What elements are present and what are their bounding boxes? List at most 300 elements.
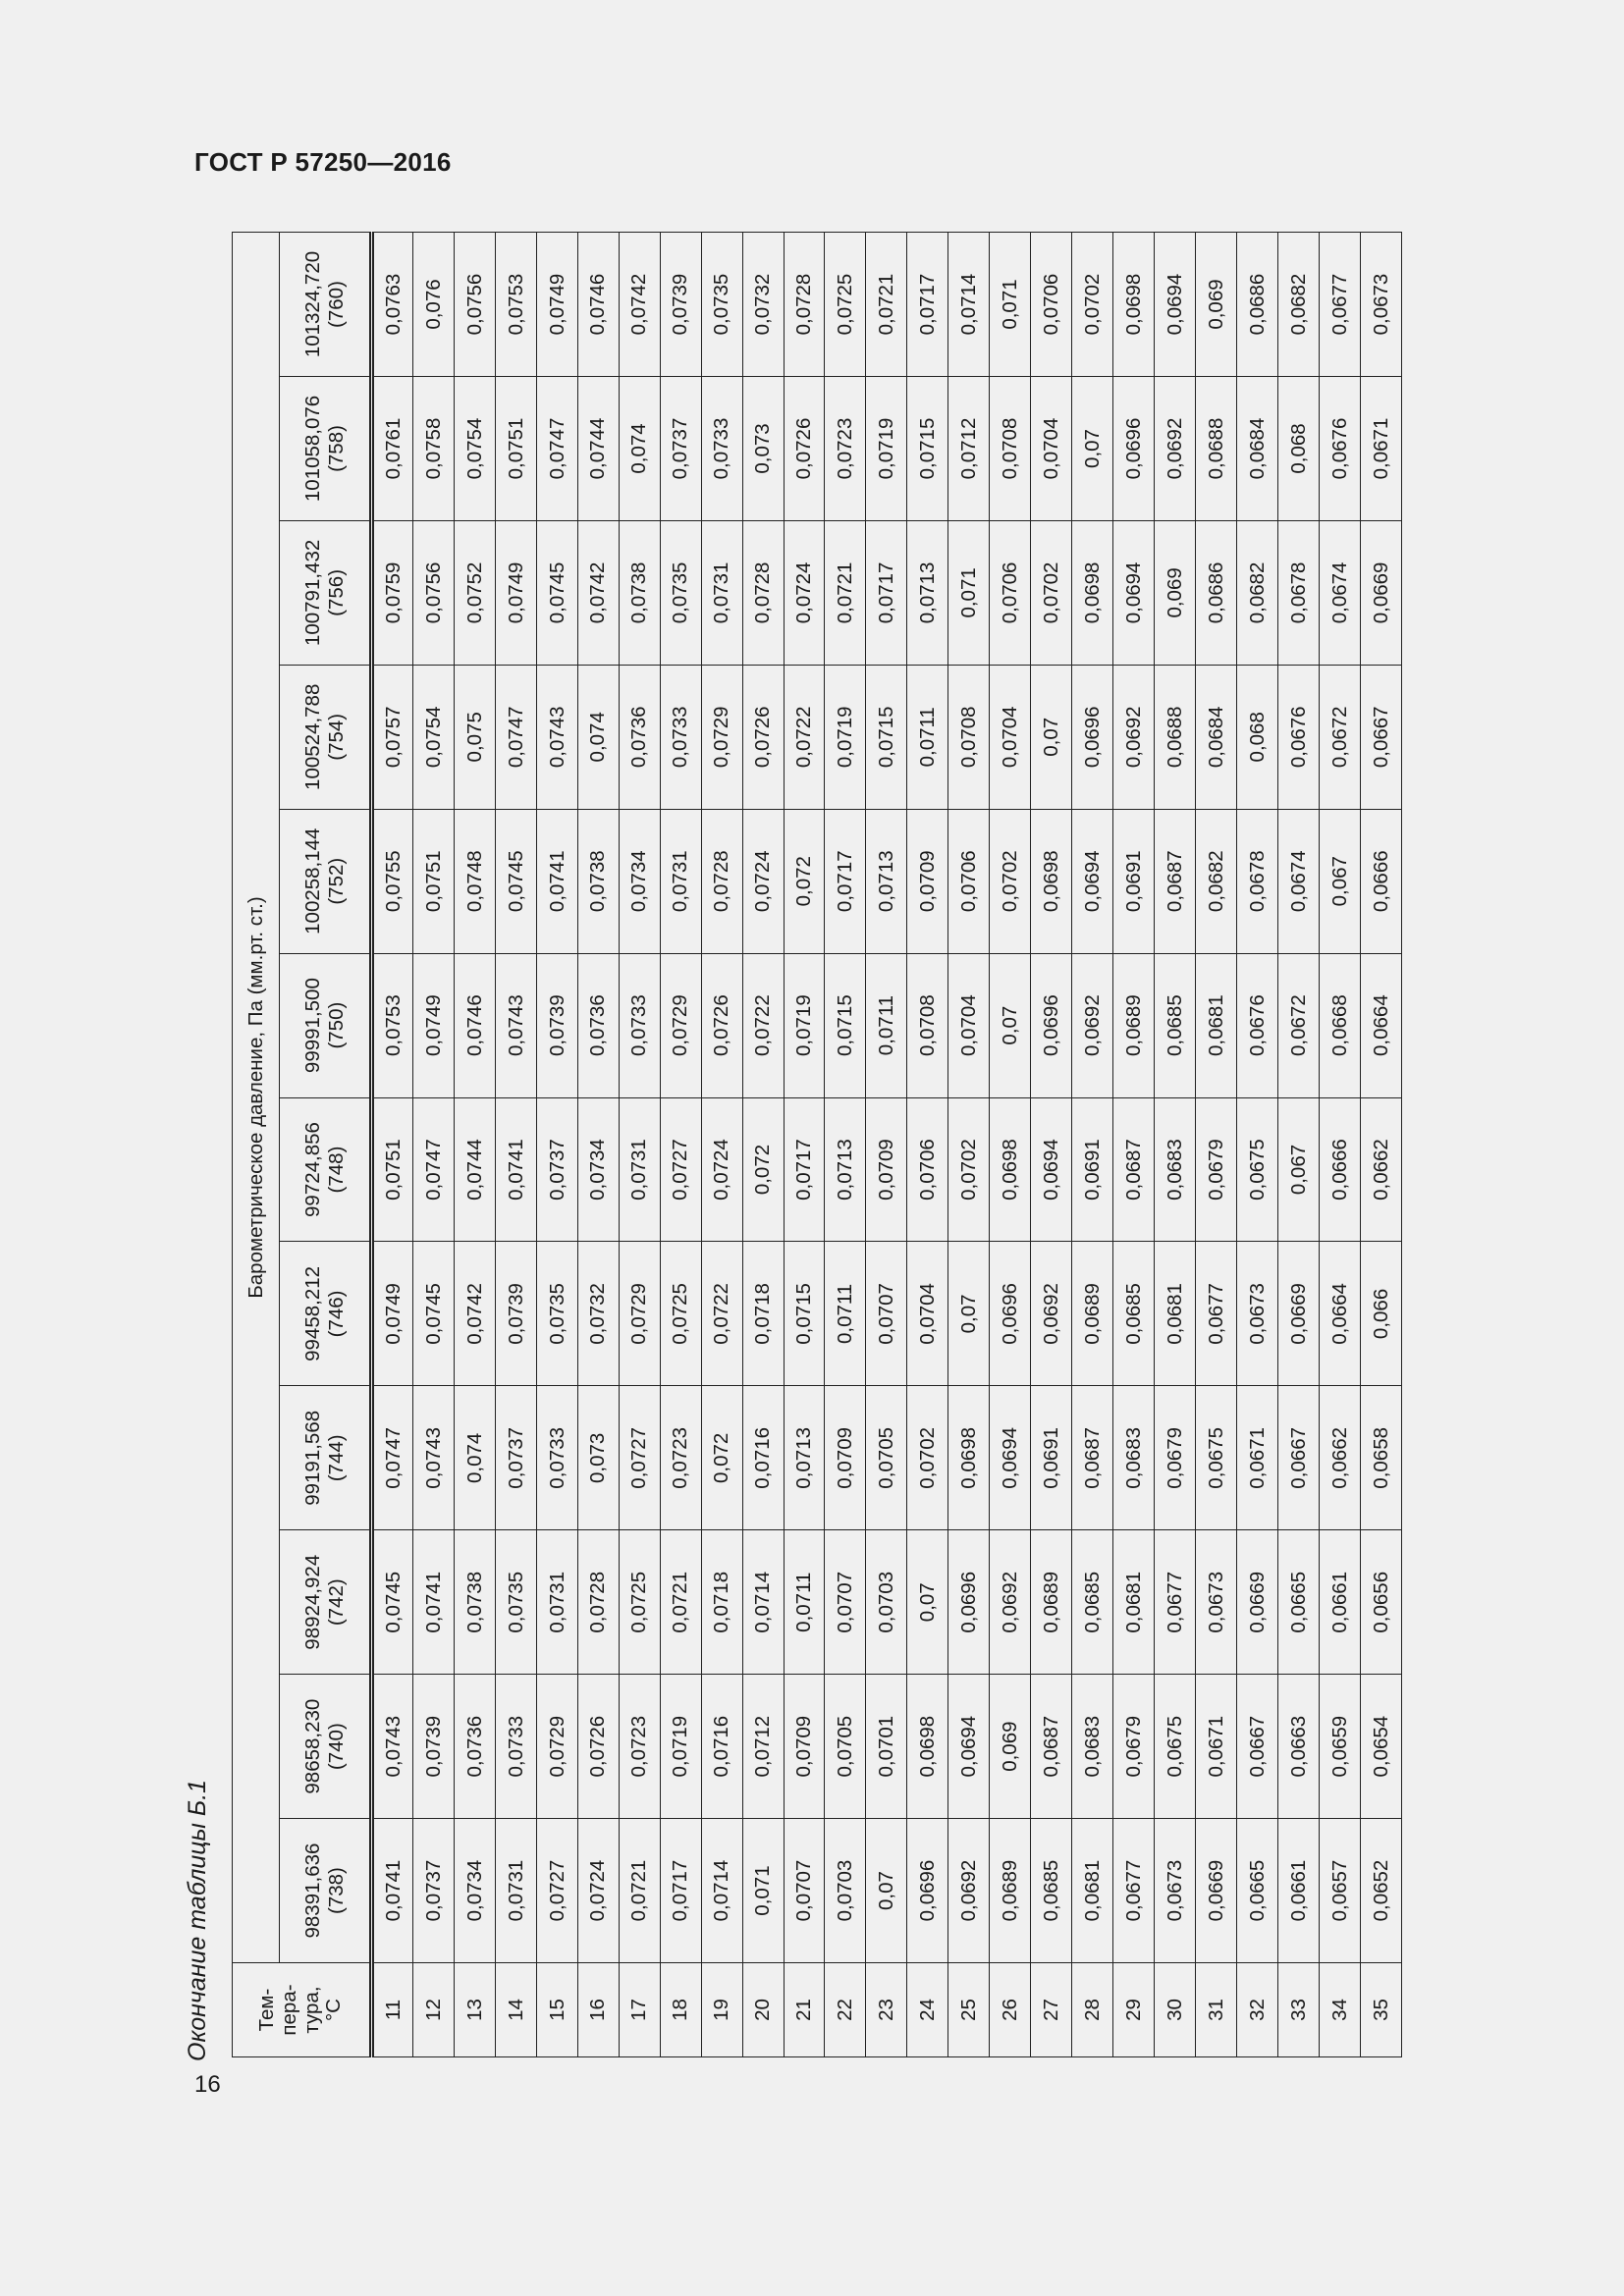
density-cell: 0,0704 (948, 953, 990, 1097)
temperature-cell: 30 (1155, 1963, 1196, 2057)
density-cell: 0,07 (1031, 665, 1072, 809)
density-cell: 0,0685 (1155, 953, 1196, 1097)
density-cell: 0,0726 (577, 1675, 619, 1819)
pressure-pa-value: 100524,788 (300, 683, 324, 790)
density-cell: 0,0712 (742, 1675, 784, 1819)
density-cell: 0,0706 (907, 1097, 948, 1242)
density-cell: 0,0715 (825, 953, 866, 1097)
density-cell: 0,0705 (825, 1675, 866, 1819)
density-cell: 0,0722 (784, 665, 825, 809)
density-cell: 0,0739 (536, 953, 577, 1097)
pressure-mmhg-value: (758) (324, 425, 348, 472)
density-cell: 0,0726 (701, 953, 742, 1097)
density-cell: 0,0717 (907, 233, 948, 377)
density-cell: 0,0737 (660, 377, 701, 521)
table-row (701, 233, 742, 2057)
density-cell: 0,069 (1155, 520, 1196, 665)
density-cell: 0,0732 (742, 233, 784, 377)
density-cell: 0,074 (619, 377, 660, 521)
density-cell: 0,0694 (948, 1675, 990, 1819)
density-cell: 0,0743 (412, 1386, 454, 1530)
density-cell: 0,067 (1277, 1097, 1319, 1242)
table-row (577, 233, 619, 2057)
density-cell: 0,0715 (784, 1242, 825, 1386)
density-cell: 0,0687 (1155, 809, 1196, 953)
density-cell: 0,0747 (372, 1386, 413, 1530)
table-row (1237, 233, 1278, 2057)
temperature-cell: 16 (577, 1963, 619, 2057)
density-cell: 0,0677 (1196, 1242, 1237, 1386)
density-cell: 0,0735 (660, 520, 701, 665)
temperature-cell: 27 (1031, 1963, 1072, 2057)
density-cell: 0,072 (701, 1386, 742, 1530)
density-cell: 0,0737 (412, 1819, 454, 1963)
density-cell: 0,0734 (454, 1819, 495, 1963)
density-cell: 0,0743 (372, 1675, 413, 1819)
density-cell: 0,0665 (1237, 1819, 1278, 1963)
temperature-cell: 20 (742, 1963, 784, 2057)
density-cell: 0,0707 (784, 1819, 825, 1963)
temperature-cell: 25 (948, 1963, 990, 2057)
density-cell: 0,0713 (784, 1386, 825, 1530)
density-cell: 0,0671 (1237, 1386, 1278, 1530)
pressure-mmhg-value: (742) (324, 1578, 348, 1627)
density-cell: 0,0711 (866, 953, 907, 1097)
density-cell: 0,0685 (1113, 1242, 1155, 1386)
density-cell: 0,0716 (742, 1386, 784, 1530)
document-header: ГОСТ Р 57250—2016 (194, 147, 452, 177)
density-cell: 0,0721 (660, 1530, 701, 1675)
temperature-cell: 28 (1072, 1963, 1113, 2057)
table-row (1277, 233, 1319, 2057)
density-cell: 0,0698 (1072, 520, 1113, 665)
density-cell: 0,0715 (866, 665, 907, 809)
density-cell: 0,0724 (742, 809, 784, 953)
density-table (232, 232, 1402, 2057)
density-cell: 0,0743 (536, 665, 577, 809)
density-cell: 0,0688 (1155, 665, 1196, 809)
density-cell: 0,0738 (619, 520, 660, 665)
temperature-cell: 18 (660, 1963, 701, 2057)
pressure-mmhg-value: (760) (324, 281, 348, 328)
density-cell: 0,0709 (825, 1386, 866, 1530)
density-cell: 0,0723 (825, 377, 866, 521)
density-cell: 0,0763 (372, 233, 413, 377)
density-cell: 0,0704 (907, 1242, 948, 1386)
table-row (1031, 233, 1072, 2057)
density-cell: 0,0744 (454, 1097, 495, 1242)
density-cell: 0,0714 (701, 1819, 742, 1963)
density-cell: 0,0731 (619, 1097, 660, 1242)
density-cell: 0,0689 (990, 1819, 1031, 1963)
pressure-pa-value: 98924,924 (300, 1554, 324, 1650)
density-cell: 0,0735 (701, 233, 742, 377)
density-cell: 0,0739 (412, 1675, 454, 1819)
density-cell: 0,0686 (1196, 520, 1237, 665)
table-row (372, 233, 413, 2057)
density-cell: 0,0733 (701, 377, 742, 521)
density-cell: 0,0709 (784, 1675, 825, 1819)
density-cell: 0,0747 (536, 377, 577, 521)
density-cell: 0,0669 (1237, 1530, 1278, 1675)
table-row (1196, 233, 1237, 2057)
density-cell: 0,0661 (1319, 1530, 1360, 1675)
pressure-column-header (280, 377, 372, 521)
density-cell: 0,0705 (866, 1386, 907, 1530)
density-cell: 0,0727 (536, 1819, 577, 1963)
density-cell: 0,0677 (1113, 1819, 1155, 1963)
density-cell: 0,0702 (1031, 520, 1072, 665)
density-cell: 0,0675 (1196, 1386, 1237, 1530)
density-cell: 0,0694 (1072, 809, 1113, 953)
table-row (907, 233, 948, 2057)
density-cell: 0,0714 (948, 233, 990, 377)
density-cell: 0,069 (1196, 233, 1237, 377)
density-cell: 0,0683 (1155, 1097, 1196, 1242)
density-cell: 0,0731 (536, 1530, 577, 1675)
temperature-header-line: тура, (299, 1986, 323, 2034)
table-container (232, 232, 1402, 2057)
density-cell: 0,0754 (412, 665, 454, 809)
pressure-pa-value: 100791,432 (300, 539, 324, 647)
table-row (536, 233, 577, 2057)
density-cell: 0,0665 (1277, 1530, 1319, 1675)
density-cell: 0,0652 (1360, 1819, 1401, 1963)
density-cell: 0,066 (1360, 1242, 1401, 1386)
table-row (619, 233, 660, 2057)
density-cell: 0,0741 (372, 1819, 413, 1963)
density-cell: 0,0702 (1072, 233, 1113, 377)
density-cell: 0,0664 (1319, 1242, 1360, 1386)
density-cell: 0,0671 (1196, 1675, 1237, 1819)
density-cell: 0,0658 (1360, 1386, 1401, 1530)
density-cell: 0,0682 (1196, 809, 1237, 953)
density-cell: 0,0717 (825, 809, 866, 953)
density-cell: 0,0681 (1155, 1242, 1196, 1386)
density-cell: 0,0691 (1072, 1097, 1113, 1242)
density-cell: 0,0687 (1113, 1097, 1155, 1242)
pressure-column-header (280, 665, 372, 809)
density-cell: 0,0692 (990, 1530, 1031, 1675)
density-cell: 0,0726 (742, 665, 784, 809)
table-row (1113, 233, 1155, 2057)
density-cell: 0,0751 (372, 1097, 413, 1242)
density-cell: 0,0729 (536, 1675, 577, 1819)
table-row (454, 233, 495, 2057)
density-cell: 0,0685 (1072, 1530, 1113, 1675)
density-cell: 0,0694 (1031, 1097, 1072, 1242)
density-cell: 0,0687 (1031, 1675, 1072, 1819)
density-cell: 0,0683 (1072, 1675, 1113, 1819)
density-cell: 0,0738 (454, 1530, 495, 1675)
density-cell: 0,0719 (784, 953, 825, 1097)
density-cell: 0,0702 (948, 1097, 990, 1242)
density-cell: 0,0702 (990, 809, 1031, 953)
density-cell: 0,07 (948, 1242, 990, 1386)
pressure-mmhg-value: (750) (324, 1001, 348, 1049)
density-cell: 0,0669 (1277, 1242, 1319, 1386)
pressure-header-row (280, 233, 372, 2057)
density-cell: 0,0698 (1031, 809, 1072, 953)
density-cell: 0,0694 (1113, 520, 1155, 665)
density-cell: 0,0741 (412, 1530, 454, 1675)
temperature-cell: 33 (1277, 1963, 1319, 2057)
density-cell: 0,0689 (1113, 953, 1155, 1097)
density-cell: 0,0666 (1360, 809, 1401, 953)
density-cell: 0,071 (948, 520, 990, 665)
density-cell: 0,0698 (907, 1675, 948, 1819)
density-cell: 0,0698 (1113, 233, 1155, 377)
density-cell: 0,0678 (1277, 520, 1319, 665)
pressure-mmhg-value: (754) (324, 713, 348, 761)
density-cell: 0,067 (1319, 809, 1360, 953)
density-cell: 0,0721 (619, 1819, 660, 1963)
density-cell: 0,0733 (495, 1675, 536, 1819)
density-cell: 0,0672 (1319, 665, 1360, 809)
density-cell: 0,0728 (701, 809, 742, 953)
density-cell: 0,0734 (619, 809, 660, 953)
density-cell: 0,0701 (866, 1675, 907, 1819)
density-cell: 0,0672 (1277, 953, 1319, 1097)
density-cell: 0,0757 (372, 665, 413, 809)
pressure-group-header: Барометрическое давление, Па (мм.рт. ст.) (233, 233, 280, 1963)
pressure-column-header (280, 1530, 372, 1675)
density-cell: 0,0736 (454, 1675, 495, 1819)
density-cell: 0,0708 (990, 377, 1031, 521)
density-cell: 0,0704 (1031, 377, 1072, 521)
density-cell: 0,0728 (784, 233, 825, 377)
pressure-pa-value: 99458,212 (300, 1265, 324, 1362)
density-cell: 0,0702 (907, 1386, 948, 1530)
density-cell: 0,0681 (1113, 1530, 1155, 1675)
density-cell: 0,0679 (1113, 1675, 1155, 1819)
pressure-pa-value: 101324,720 (300, 250, 324, 358)
density-cell: 0,0707 (866, 1242, 907, 1386)
density-cell: 0,0724 (577, 1819, 619, 1963)
density-cell: 0,0692 (1072, 953, 1113, 1097)
density-cell: 0,0731 (495, 1819, 536, 1963)
pressure-column-header (280, 1675, 372, 1819)
pressure-pa-value: 99991,500 (300, 978, 324, 1074)
table-row (1360, 233, 1401, 2057)
density-cell: 0,0712 (948, 377, 990, 521)
temperature-cell: 29 (1113, 1963, 1155, 2057)
density-cell: 0,0696 (907, 1819, 948, 1963)
density-cell: 0,0749 (412, 953, 454, 1097)
density-cell: 0,07 (990, 953, 1031, 1097)
pressure-column-header (280, 233, 372, 377)
density-cell: 0,0691 (1031, 1386, 1072, 1530)
density-cell: 0,0713 (866, 809, 907, 953)
density-cell: 0,0663 (1277, 1675, 1319, 1819)
table-row (1319, 233, 1360, 2057)
temperature-cell: 22 (825, 1963, 866, 2057)
density-cell: 0,0685 (1031, 1819, 1072, 1963)
table-row (412, 233, 454, 2057)
density-cell: 0,0717 (784, 1097, 825, 1242)
density-cell: 0,0755 (372, 809, 413, 953)
temperature-cell: 14 (495, 1963, 536, 2057)
density-cell: 0,0722 (742, 953, 784, 1097)
density-cell: 0,0713 (825, 1097, 866, 1242)
density-cell: 0,073 (577, 1386, 619, 1530)
density-cell: 0,0674 (1277, 809, 1319, 953)
table-row (1155, 233, 1196, 2057)
density-cell: 0,0673 (1196, 1530, 1237, 1675)
density-cell: 0,0749 (372, 1242, 413, 1386)
density-cell: 0,0692 (1155, 377, 1196, 521)
density-cell: 0,0745 (495, 809, 536, 953)
density-cell: 0,0667 (1237, 1675, 1278, 1819)
density-cell: 0,0745 (372, 1530, 413, 1675)
density-cell: 0,0739 (495, 1242, 536, 1386)
pressure-mmhg-value: (748) (324, 1146, 348, 1194)
density-cell: 0,0745 (412, 1242, 454, 1386)
density-cell: 0,0696 (1031, 953, 1072, 1097)
density-cell: 0,0745 (536, 520, 577, 665)
temperature-cell: 31 (1196, 1963, 1237, 2057)
density-cell: 0,0707 (825, 1530, 866, 1675)
temperature-header-line: пера- (277, 1984, 300, 2036)
density-cell: 0,0746 (454, 953, 495, 1097)
density-cell: 0,0737 (495, 1386, 536, 1530)
table-row (948, 233, 990, 2057)
density-cell: 0,0717 (660, 1819, 701, 1963)
density-cell: 0,0681 (1072, 1819, 1113, 1963)
density-cell: 0,0696 (948, 1530, 990, 1675)
density-cell: 0,0656 (1360, 1530, 1401, 1675)
density-cell: 0,0721 (866, 233, 907, 377)
density-cell: 0,0717 (866, 520, 907, 665)
density-cell: 0,0664 (1360, 953, 1401, 1097)
density-cell: 0,0711 (784, 1530, 825, 1675)
temperature-cell: 24 (907, 1963, 948, 2057)
density-cell: 0,0739 (660, 233, 701, 377)
density-cell: 0,0681 (1196, 953, 1237, 1097)
pressure-pa-value: 99724,856 (300, 1122, 324, 1217)
density-cell: 0,0673 (1237, 1242, 1278, 1386)
table-body (372, 233, 1402, 2057)
density-cell: 0,0698 (948, 1386, 990, 1530)
density-cell: 0,076 (412, 233, 454, 377)
temperature-cell: 23 (866, 1963, 907, 2057)
density-cell: 0,0732 (577, 1242, 619, 1386)
density-cell: 0,0719 (825, 665, 866, 809)
density-cell: 0,0759 (372, 520, 413, 665)
density-cell: 0,071 (990, 233, 1031, 377)
density-cell: 0,0662 (1360, 1097, 1401, 1242)
density-cell: 0,0667 (1277, 1386, 1319, 1530)
table-row (784, 233, 825, 2057)
density-cell: 0,0747 (495, 665, 536, 809)
density-cell: 0,0667 (1360, 665, 1401, 809)
density-cell: 0,0758 (412, 377, 454, 521)
density-cell: 0,0669 (1360, 520, 1401, 665)
density-cell: 0,0691 (1113, 809, 1155, 953)
density-cell: 0,0706 (948, 809, 990, 953)
density-cell: 0,0729 (619, 1242, 660, 1386)
temperature-cell: 13 (454, 1963, 495, 2057)
density-cell: 0,0719 (660, 1675, 701, 1819)
density-cell: 0,0737 (536, 1097, 577, 1242)
pressure-mmhg-value: (744) (324, 1434, 348, 1482)
density-cell: 0,0696 (1072, 665, 1113, 809)
density-cell: 0,069 (990, 1675, 1031, 1819)
density-cell: 0,0684 (1196, 665, 1237, 809)
table-row (660, 233, 701, 2057)
density-cell: 0,072 (742, 1097, 784, 1242)
density-cell: 0,0725 (660, 1242, 701, 1386)
density-cell: 0,0735 (495, 1530, 536, 1675)
table-row (1072, 233, 1113, 2057)
density-cell: 0,0674 (1319, 520, 1360, 665)
density-cell: 0,0669 (1196, 1819, 1237, 1963)
density-cell: 0,0719 (866, 377, 907, 521)
density-cell: 0,0734 (577, 1097, 619, 1242)
density-cell: 0,075 (454, 665, 495, 809)
density-cell: 0,0676 (1319, 377, 1360, 521)
density-cell: 0,0666 (1319, 1097, 1360, 1242)
pressure-column-header (280, 953, 372, 1097)
density-cell: 0,0668 (1319, 953, 1360, 1097)
density-cell: 0,0736 (577, 953, 619, 1097)
pressure-pa-value: 100258,144 (300, 828, 324, 934)
density-cell: 0,0694 (990, 1386, 1031, 1530)
density-cell: 0,0727 (619, 1386, 660, 1530)
temperature-header-line: °С (322, 1999, 346, 2022)
density-cell: 0,0718 (701, 1530, 742, 1675)
density-cell: 0,0696 (1113, 377, 1155, 521)
temperature-cell: 26 (990, 1963, 1031, 2057)
density-cell: 0,0722 (701, 1242, 742, 1386)
density-cell: 0,073 (742, 377, 784, 521)
density-cell: 0,0724 (784, 520, 825, 665)
density-cell: 0,0743 (495, 953, 536, 1097)
density-cell: 0,0727 (660, 1097, 701, 1242)
table-caption: Окончание таблицы Б.1 (184, 1780, 211, 2061)
density-cell: 0,0679 (1196, 1097, 1237, 1242)
density-cell: 0,0677 (1155, 1530, 1196, 1675)
density-cell: 0,0754 (454, 377, 495, 521)
density-cell: 0,0733 (619, 953, 660, 1097)
density-cell: 0,0688 (1196, 377, 1237, 521)
density-cell: 0,071 (742, 1819, 784, 1963)
pressure-pa-value: 98658,230 (300, 1698, 324, 1794)
density-cell: 0,0749 (536, 233, 577, 377)
density-cell: 0,0673 (1155, 1819, 1196, 1963)
density-cell: 0,0721 (825, 520, 866, 665)
density-cell: 0,0689 (1072, 1242, 1113, 1386)
density-cell: 0,07 (1072, 377, 1113, 521)
density-cell: 0,0713 (907, 520, 948, 665)
pressure-mmhg-value: (752) (324, 857, 348, 905)
density-cell: 0,0748 (454, 809, 495, 953)
density-cell: 0,0756 (454, 233, 495, 377)
density-cell: 0,0725 (619, 1530, 660, 1675)
temperature-cell: 35 (1360, 1963, 1401, 2057)
table-row (742, 233, 784, 2057)
density-cell: 0,0678 (1237, 809, 1278, 953)
density-cell: 0,0723 (619, 1675, 660, 1819)
density-cell: 0,0676 (1277, 665, 1319, 809)
density-cell: 0,0687 (1072, 1386, 1113, 1530)
pressure-mmhg-value: (740) (324, 1723, 348, 1771)
page-number: 16 (194, 2071, 221, 2098)
pressure-pa-value: 98391,636 (300, 1842, 324, 1939)
density-cell: 0,0749 (495, 520, 536, 665)
density-cell: 0,0756 (412, 520, 454, 665)
density-cell: 0,0714 (742, 1530, 784, 1675)
